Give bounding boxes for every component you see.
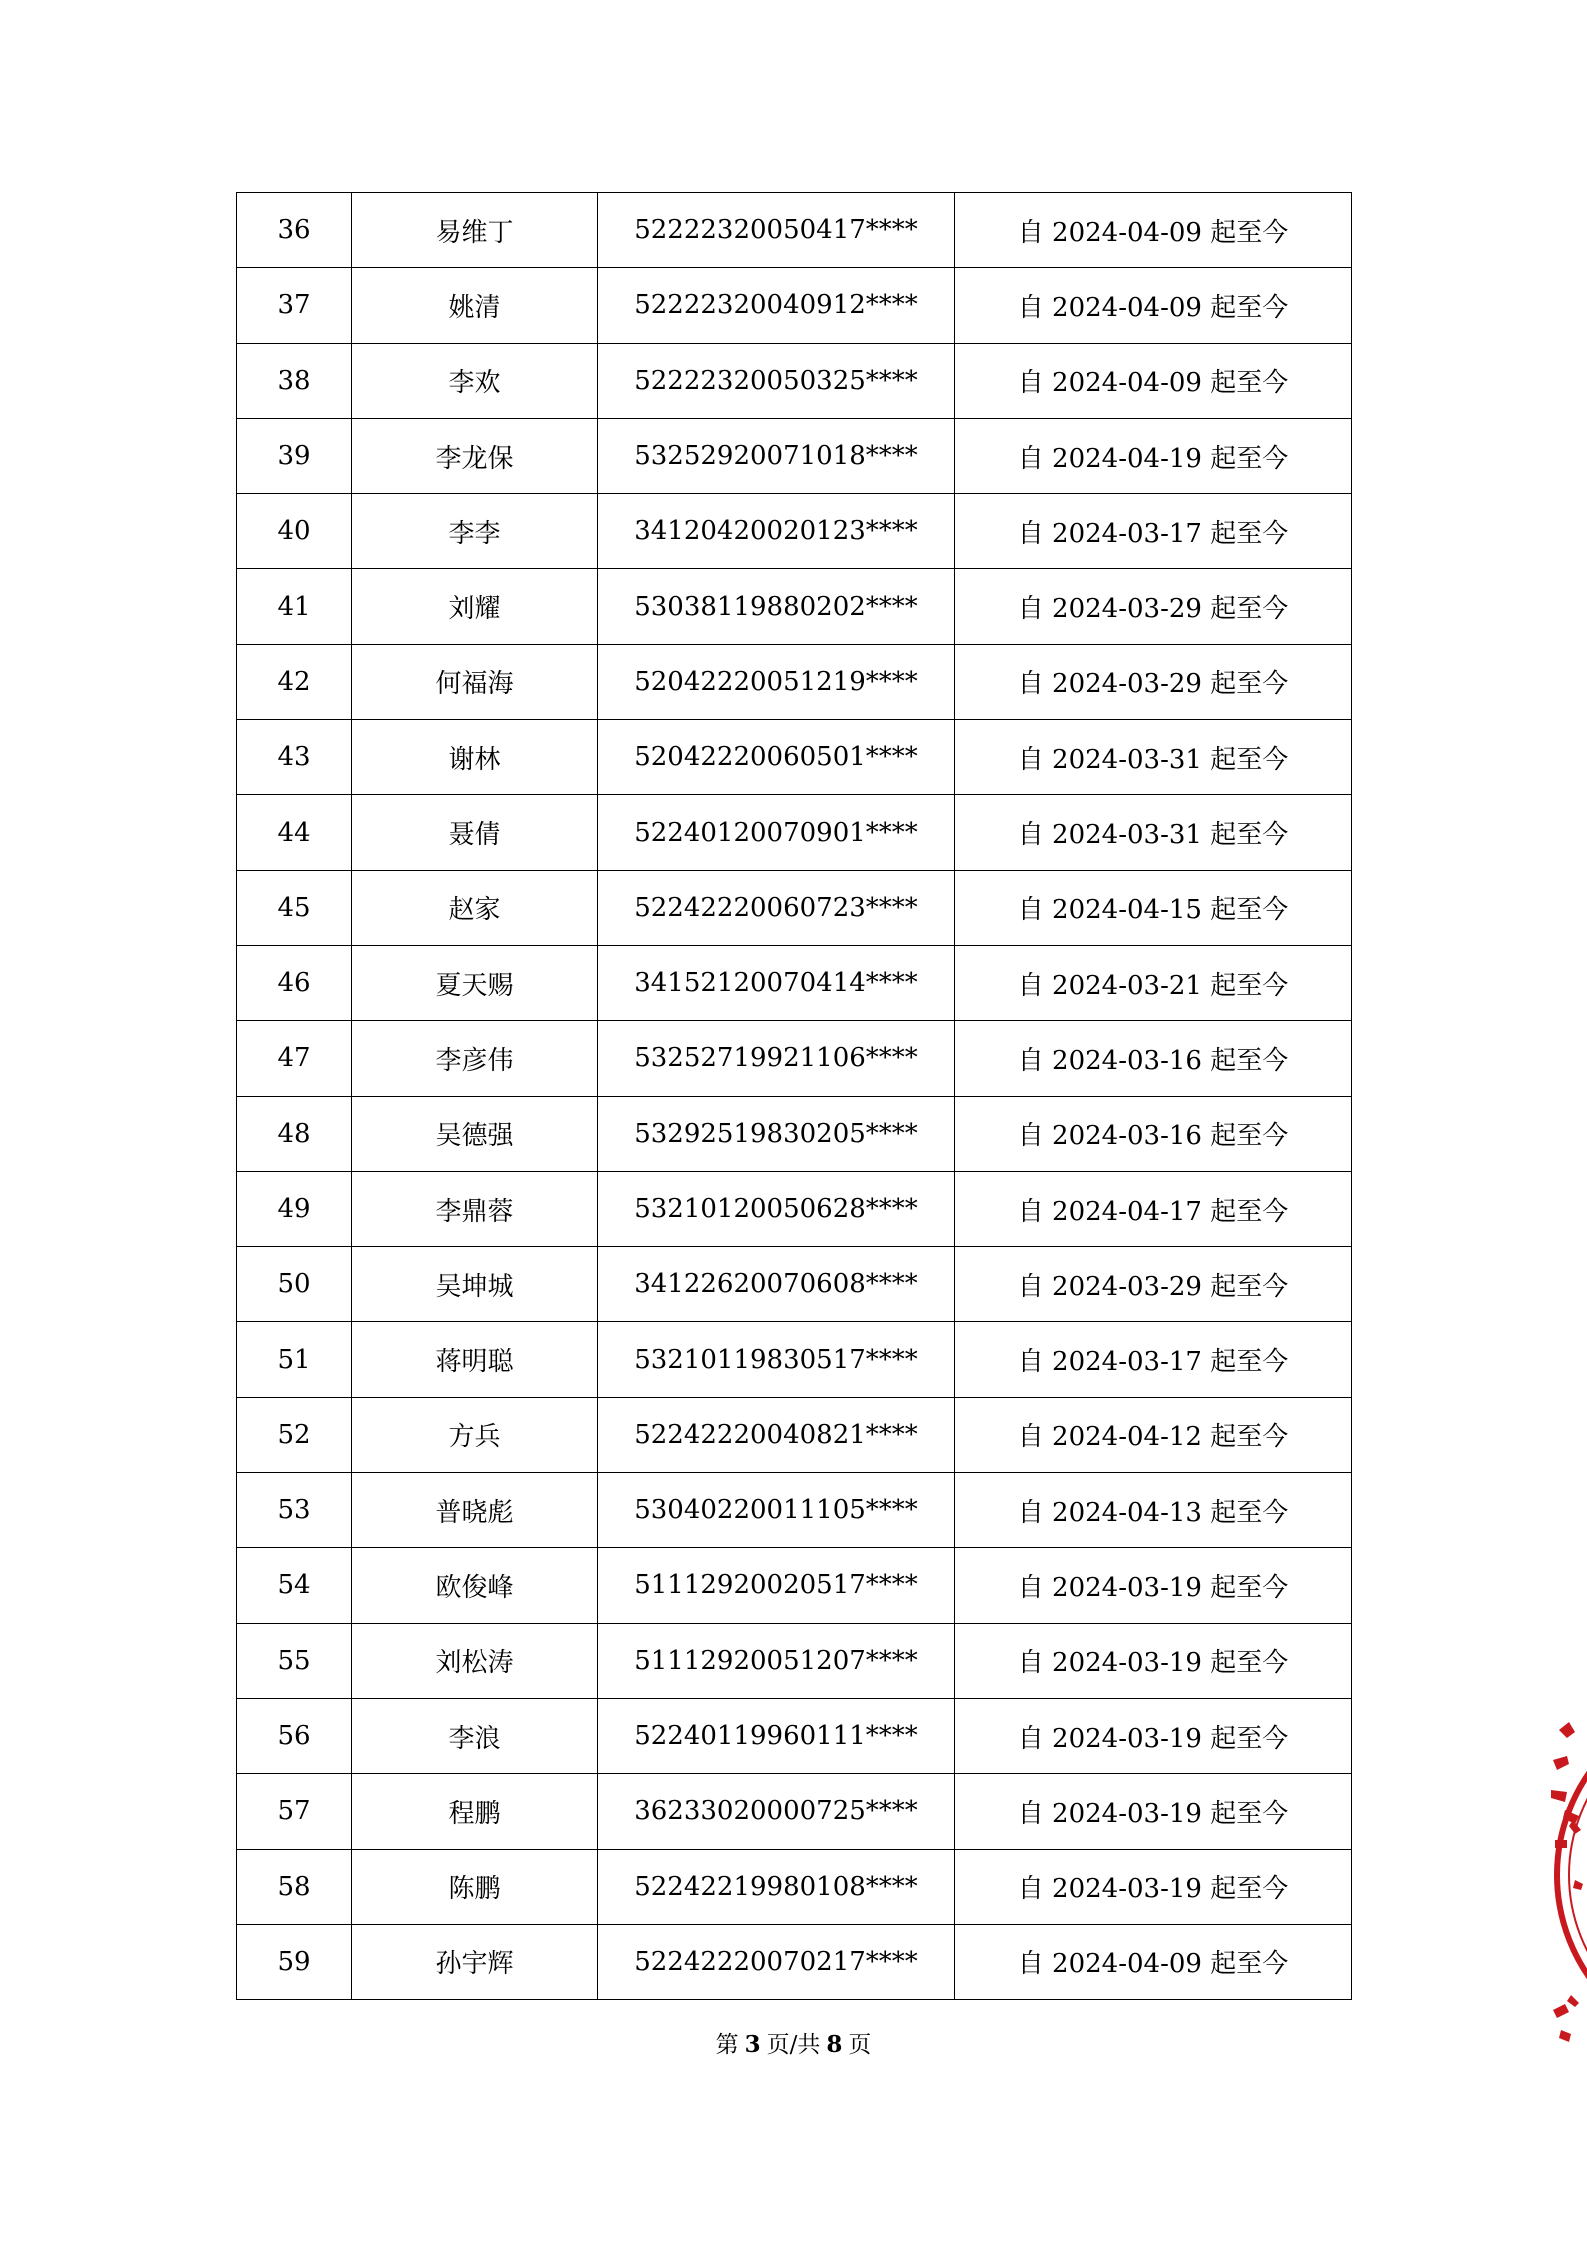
start-date-cell: 自 2024-03-29 起至今 (955, 644, 1352, 719)
id-number-cell: 52222320050417**** (598, 193, 955, 268)
serial-number-cell: 57 (237, 1774, 352, 1849)
table-row (237, 870, 1352, 945)
table-row (237, 1473, 1352, 1548)
id-number-cell: 52240120070901**** (598, 795, 955, 870)
page-footer (0, 2026, 1587, 2059)
serial-number-cell: 41 (237, 569, 352, 644)
start-date-cell: 自 2024-03-29 起至今 (955, 569, 1352, 644)
serial-number-cell: 39 (237, 418, 352, 493)
name-cell: 李李 (352, 494, 598, 569)
start-date-cell: 自 2024-03-17 起至今 (955, 494, 1352, 569)
table-row (237, 795, 1352, 870)
serial-number-cell: 44 (237, 795, 352, 870)
table-row (237, 569, 1352, 644)
name-cell: 蒋明聪 (352, 1322, 598, 1397)
id-number-cell: 53040220011105**** (598, 1473, 955, 1548)
table-row (237, 268, 1352, 343)
id-number-cell: 52042220051219**** (598, 644, 955, 719)
name-cell: 刘耀 (352, 569, 598, 644)
name-cell: 吴德强 (352, 1096, 598, 1171)
name-cell: 易维丁 (352, 193, 598, 268)
serial-number-cell: 55 (237, 1623, 352, 1698)
table-row (237, 1698, 1352, 1773)
start-date-cell: 自 2024-03-19 起至今 (955, 1849, 1352, 1924)
id-number-cell: 53038119880202**** (598, 569, 955, 644)
name-cell: 欧俊峰 (352, 1548, 598, 1623)
table-row (237, 1096, 1352, 1171)
table-row (237, 1247, 1352, 1322)
start-date-cell: 自 2024-04-12 起至今 (955, 1397, 1352, 1472)
name-cell: 方兵 (352, 1397, 598, 1472)
start-date-cell: 自 2024-03-31 起至今 (955, 795, 1352, 870)
name-cell: 姚清 (352, 268, 598, 343)
table-row (237, 1397, 1352, 1472)
start-date-cell: 自 2024-03-16 起至今 (955, 1096, 1352, 1171)
start-date-cell: 自 2024-04-17 起至今 (955, 1171, 1352, 1246)
serial-number-cell: 43 (237, 720, 352, 795)
id-number-cell: 53252920071018**** (598, 418, 955, 493)
start-date-cell: 自 2024-03-29 起至今 (955, 1247, 1352, 1322)
id-number-cell: 52242220040821**** (598, 1397, 955, 1472)
roster-table (236, 192, 1352, 2000)
table-row (237, 193, 1352, 268)
footer-prefix: 第 (715, 2032, 739, 2058)
name-cell: 李鼎蓉 (352, 1171, 598, 1246)
id-number-cell: 51112920020517**** (598, 1548, 955, 1623)
start-date-cell: 自 2024-03-19 起至今 (955, 1548, 1352, 1623)
id-number-cell: 34152120070414**** (598, 945, 955, 1020)
id-number-cell: 52242220070217**** (598, 1924, 955, 1999)
name-cell: 陈鹏 (352, 1849, 598, 1924)
serial-number-cell: 47 (237, 1021, 352, 1096)
name-cell: 孙宇辉 (352, 1924, 598, 1999)
name-cell: 夏天赐 (352, 945, 598, 1020)
start-date-cell: 自 2024-04-09 起至今 (955, 268, 1352, 343)
table-row (237, 1548, 1352, 1623)
name-cell: 吴坤城 (352, 1247, 598, 1322)
id-number-cell: 53210120050628**** (598, 1171, 955, 1246)
serial-number-cell: 36 (237, 193, 352, 268)
table-row (237, 1322, 1352, 1397)
table-row (237, 418, 1352, 493)
serial-number-cell: 46 (237, 945, 352, 1020)
serial-number-cell: 45 (237, 870, 352, 945)
serial-number-cell: 40 (237, 494, 352, 569)
start-date-cell: 自 2024-04-15 起至今 (955, 870, 1352, 945)
roster-table-body (237, 193, 1352, 2000)
id-number-cell: 52222320050325**** (598, 343, 955, 418)
start-date-cell: 自 2024-03-21 起至今 (955, 945, 1352, 1020)
table-row (237, 1924, 1352, 1999)
start-date-cell: 自 2024-04-19 起至今 (955, 418, 1352, 493)
serial-number-cell: 49 (237, 1171, 352, 1246)
footer-suffix: 页 (848, 2032, 872, 2058)
name-cell: 赵家 (352, 870, 598, 945)
start-date-cell: 自 2024-03-19 起至今 (955, 1774, 1352, 1849)
table-row (237, 1021, 1352, 1096)
serial-number-cell: 58 (237, 1849, 352, 1924)
table-row (237, 945, 1352, 1020)
id-number-cell: 51112920051207**** (598, 1623, 955, 1698)
table-row (237, 1623, 1352, 1698)
id-number-cell: 36233020000725**** (598, 1774, 955, 1849)
name-cell: 何福海 (352, 644, 598, 719)
name-cell: 刘松涛 (352, 1623, 598, 1698)
start-date-cell: 自 2024-04-09 起至今 (955, 193, 1352, 268)
serial-number-cell: 53 (237, 1473, 352, 1548)
serial-number-cell: 52 (237, 1397, 352, 1472)
name-cell: 程鹏 (352, 1774, 598, 1849)
serial-number-cell: 38 (237, 343, 352, 418)
id-number-cell: 52222320040912**** (598, 268, 955, 343)
id-number-cell: 52242220060723**** (598, 870, 955, 945)
table-row (237, 494, 1352, 569)
id-number-cell: 53252719921106**** (598, 1021, 955, 1096)
serial-number-cell: 37 (237, 268, 352, 343)
name-cell: 李欢 (352, 343, 598, 418)
serial-number-cell: 48 (237, 1096, 352, 1171)
start-date-cell: 自 2024-03-17 起至今 (955, 1322, 1352, 1397)
table-row (237, 1774, 1352, 1849)
table-row (237, 644, 1352, 719)
name-cell: 普晓彪 (352, 1473, 598, 1548)
id-number-cell: 52242219980108**** (598, 1849, 955, 1924)
id-number-cell: 34122620070608**** (598, 1247, 955, 1322)
name-cell: 李浪 (352, 1698, 598, 1773)
table-row (237, 1171, 1352, 1246)
id-number-cell: 53210119830517**** (598, 1322, 955, 1397)
table-row (237, 343, 1352, 418)
footer-middle: 页/共 (766, 2032, 821, 2058)
serial-number-cell: 51 (237, 1322, 352, 1397)
serial-number-cell: 42 (237, 644, 352, 719)
id-number-cell: 53292519830205**** (598, 1096, 955, 1171)
table-row (237, 1849, 1352, 1924)
serial-number-cell: 50 (237, 1247, 352, 1322)
id-number-cell: 52240119960111**** (598, 1698, 955, 1773)
start-date-cell: 自 2024-03-16 起至今 (955, 1021, 1352, 1096)
total-pages-number: 8 (826, 2031, 843, 2058)
start-date-cell: 自 2024-04-09 起至今 (955, 1924, 1352, 1999)
table-row (237, 720, 1352, 795)
serial-number-cell: 54 (237, 1548, 352, 1623)
start-date-cell: 自 2024-03-31 起至今 (955, 720, 1352, 795)
id-number-cell: 52042220060501**** (598, 720, 955, 795)
serial-number-cell: 56 (237, 1698, 352, 1773)
id-number-cell: 34120420020123**** (598, 494, 955, 569)
name-cell: 谢林 (352, 720, 598, 795)
name-cell: 李彦伟 (352, 1021, 598, 1096)
current-page-number: 3 (744, 2031, 761, 2058)
official-seal-icon (1545, 1690, 1587, 2060)
name-cell: 聂倩 (352, 795, 598, 870)
serial-number-cell: 59 (237, 1924, 352, 1999)
start-date-cell: 自 2024-04-09 起至今 (955, 343, 1352, 418)
start-date-cell: 自 2024-03-19 起至今 (955, 1623, 1352, 1698)
start-date-cell: 自 2024-04-13 起至今 (955, 1473, 1352, 1548)
start-date-cell: 自 2024-03-19 起至今 (955, 1698, 1352, 1773)
name-cell: 李龙保 (352, 418, 598, 493)
